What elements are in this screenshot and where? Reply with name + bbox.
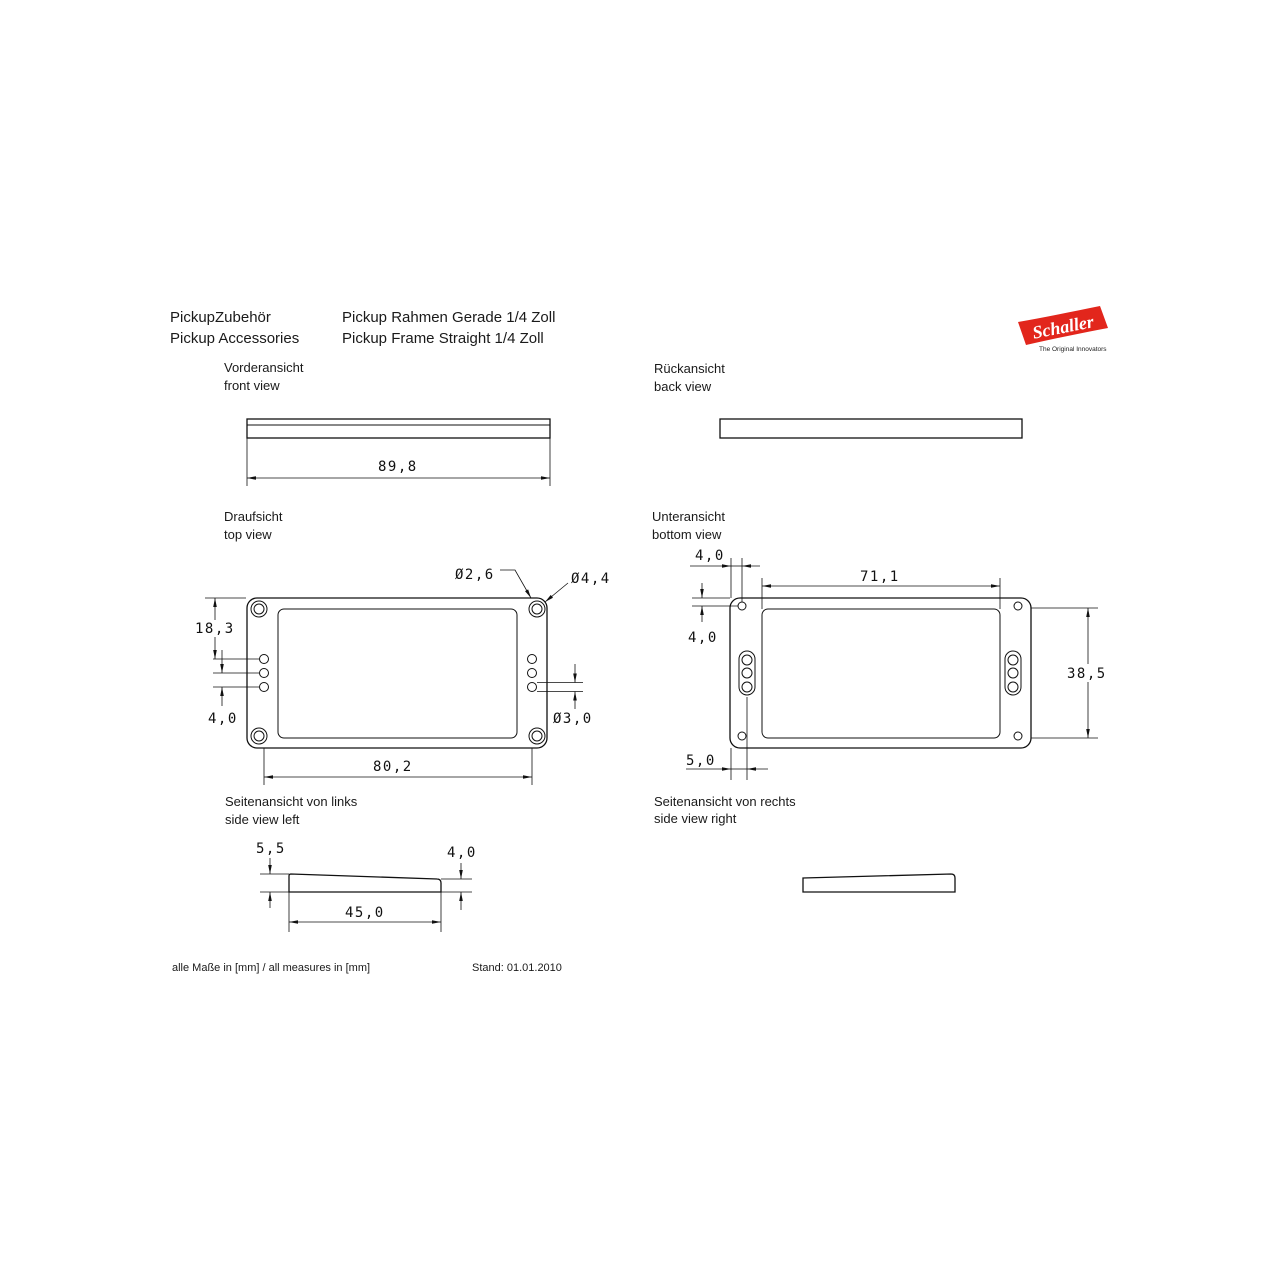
front-view-title-de: Vorderansicht xyxy=(224,360,304,375)
bottom-view-slot-offset-label: 5,0 xyxy=(686,753,716,769)
screw-hole xyxy=(1008,668,1018,678)
back-view-outline xyxy=(720,419,1022,438)
side-view-left-depth-label: 45,0 xyxy=(345,905,385,921)
front-view-title-en: front view xyxy=(224,378,280,393)
side-view-left-profile xyxy=(289,874,441,892)
mounting-hole xyxy=(1014,602,1022,610)
top-view-frame-opening xyxy=(278,609,517,738)
footer xyxy=(172,962,562,974)
side-view-left-low-label: 4,0 xyxy=(447,845,477,861)
bottom-view-top-offset-label: 4,0 xyxy=(695,548,725,564)
product-title-de: Pickup Rahmen Gerade 1/4 Zoll xyxy=(342,309,556,326)
side-view-right-title-en: side view right xyxy=(654,811,737,826)
top-view-mounting-holes xyxy=(251,601,545,744)
bottom-view-title-de: Unteransicht xyxy=(652,509,725,524)
mounting-hole xyxy=(532,604,542,614)
category-title-de: PickupZubehör xyxy=(170,309,271,326)
category-title-en: Pickup Accessories xyxy=(170,330,300,347)
screw-slot xyxy=(739,651,755,695)
bottom-view-width-label: 71,1 xyxy=(860,569,900,585)
screw-hole xyxy=(260,669,269,678)
mounting-hole xyxy=(738,732,746,740)
top-view-title-en: top view xyxy=(224,527,272,542)
top-view-small-hole-leader xyxy=(500,570,531,598)
top-view-height-screw-holes xyxy=(260,655,537,692)
mounting-hole-countersink xyxy=(529,728,545,744)
product-title-en: Pickup Frame Straight 1/4 Zoll xyxy=(342,330,544,347)
screw-hole xyxy=(528,655,537,664)
header xyxy=(170,309,555,347)
bottom-view-right-slot xyxy=(1005,651,1021,695)
bottom-view-frame-outer xyxy=(730,598,1031,748)
screw-hole xyxy=(742,655,752,665)
bottom-view xyxy=(652,509,1112,780)
top-view-hole-distance-label: 80,2 xyxy=(373,759,413,775)
mounting-hole-countersink xyxy=(529,601,545,617)
screw-hole xyxy=(528,683,537,692)
bottom-view-mounting-holes xyxy=(738,602,1022,740)
top-view-countersink-diameter-label: Ø4,4 xyxy=(571,571,611,587)
bottom-view-left-offset-label: 4,0 xyxy=(688,630,718,646)
side-view-right xyxy=(654,794,955,892)
side-view-left-low-extension-lines xyxy=(441,879,472,892)
mounting-hole xyxy=(254,604,264,614)
top-view-small-hole-diameter-label: Ø2,6 xyxy=(455,567,495,583)
screw-hole xyxy=(1008,682,1018,692)
side-view-left-high-extension-lines xyxy=(260,874,289,892)
back-view-title-en: back view xyxy=(654,379,712,394)
mounting-hole-countersink xyxy=(251,728,267,744)
top-view-hole-extension-lines xyxy=(537,683,583,692)
top-view-spacing-label: 4,0 xyxy=(208,711,238,727)
front-view-outline xyxy=(247,419,550,438)
top-view-edge-dimension-label: 18,3 xyxy=(195,621,235,637)
revision-date: Stand: 01.01.2010 xyxy=(472,962,562,974)
top-view xyxy=(193,509,611,785)
top-view-countersink-leader xyxy=(545,583,568,602)
bottom-view-title-en: bottom view xyxy=(652,527,722,542)
front-view-width-label: 89,8 xyxy=(378,459,418,475)
side-view-left-title-de: Seitenansicht von links xyxy=(225,794,358,809)
side-view-left-title-en: side view left xyxy=(225,812,300,827)
side-view-left-high-label: 5,5 xyxy=(256,841,286,857)
units-note: alle Maße in [mm] / all measures in [mm] xyxy=(172,962,371,974)
mounting-hole xyxy=(1014,732,1022,740)
top-view-screw-hole-diameter-label: Ø3,0 xyxy=(553,711,593,727)
screw-hole xyxy=(260,655,269,664)
screw-hole xyxy=(1008,655,1018,665)
side-view-right-profile xyxy=(803,874,955,892)
screw-hole xyxy=(528,669,537,678)
brand-logo xyxy=(1018,306,1108,353)
back-view-title-de: Rückansicht xyxy=(654,361,725,376)
logo-wordmark: Schaller xyxy=(1030,311,1096,343)
side-view-right-title-de: Seitenansicht von rechts xyxy=(654,794,796,809)
side-view-left xyxy=(225,794,477,932)
top-view-frame-outer xyxy=(247,598,547,748)
logo-tagline: The Original Innovators xyxy=(1039,346,1107,353)
front-view xyxy=(224,360,550,486)
screw-hole xyxy=(742,668,752,678)
bottom-view-top-extension-lines xyxy=(731,558,742,602)
mounting-hole xyxy=(738,602,746,610)
screw-slot xyxy=(1005,651,1021,695)
mounting-hole xyxy=(254,731,264,741)
bottom-view-left-slot xyxy=(739,651,755,695)
top-view-title-de: Draufsicht xyxy=(224,509,283,524)
screw-hole xyxy=(260,683,269,692)
bottom-view-height-label: 38,5 xyxy=(1067,666,1107,682)
mounting-hole-countersink xyxy=(251,601,267,617)
back-view xyxy=(654,361,1022,438)
mounting-hole xyxy=(532,731,542,741)
screw-hole xyxy=(742,682,752,692)
bottom-view-frame-opening xyxy=(762,609,1000,738)
